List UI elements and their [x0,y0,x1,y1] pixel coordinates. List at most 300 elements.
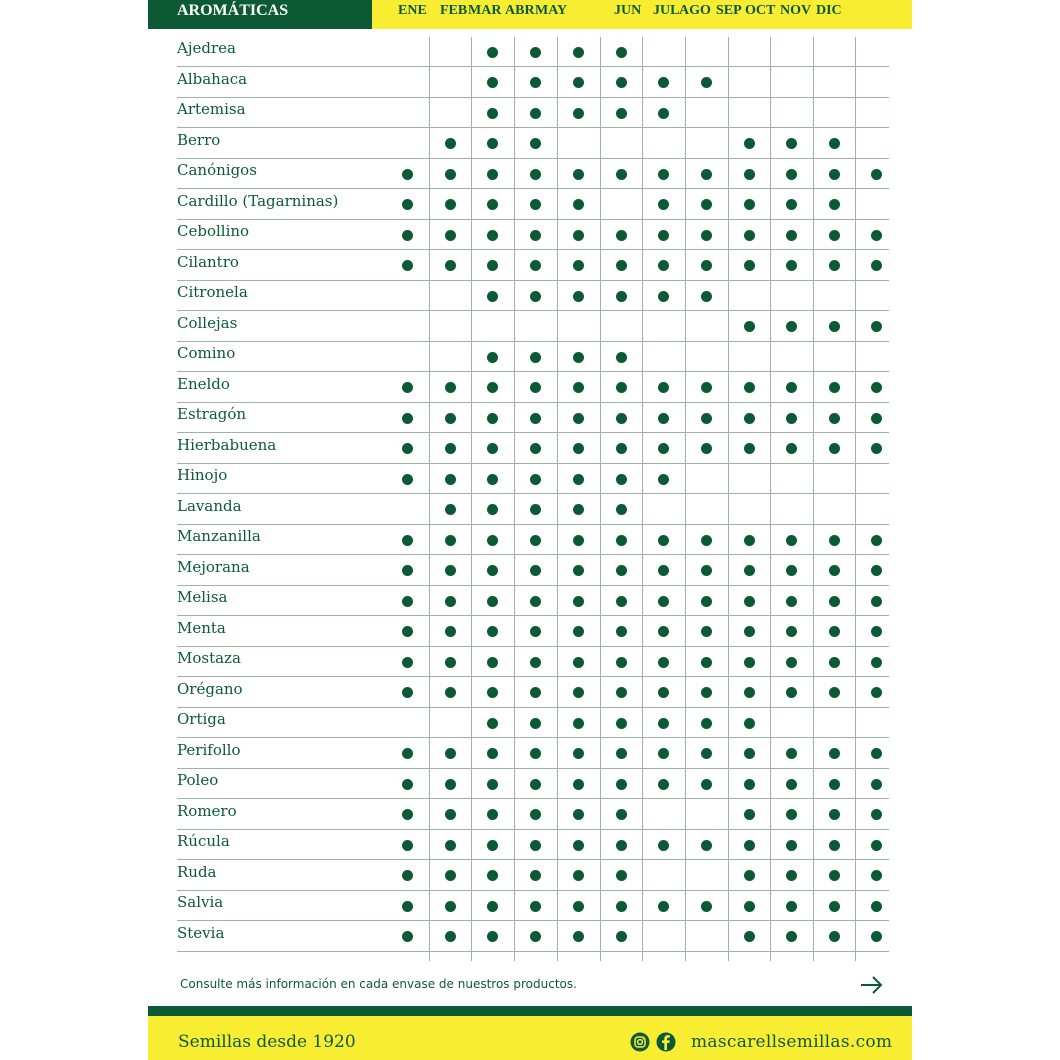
plant-name: Mejorana [177,557,250,576]
sowing-month-dot [829,260,840,271]
footer-divider [148,1006,912,1016]
sowing-month-dot [487,687,498,698]
sowing-month-dot [829,321,840,332]
plant-name: Eneldo [177,374,230,393]
sowing-month-dot [487,352,498,363]
plant-name: Collejas [177,313,238,332]
plant-name: Perifollo [177,740,241,759]
sowing-month-dot [701,626,712,637]
table-row [148,129,912,159]
sowing-month-dot [829,687,840,698]
sowing-month-dot [658,535,669,546]
table-row [148,281,912,311]
sowing-month-dot [871,870,882,881]
sowing-month-dot [829,535,840,546]
sowing-month-dot [445,931,456,942]
sowing-month-dot [829,748,840,759]
sowing-month-dot [744,169,755,180]
sowing-month-dot [744,901,755,912]
sowing-month-dot [744,443,755,454]
sowing-month-dot [616,352,627,363]
sowing-month-dot [744,535,755,546]
sowing-month-dot [786,809,797,820]
month-label: SEP [716,3,742,18]
sowing-month-dot [487,474,498,485]
sowing-month-dot [701,840,712,851]
table-row [148,190,912,220]
sowing-month-dot [658,199,669,210]
arrow-right-icon[interactable] [859,974,885,996]
sowing-month-dot [445,626,456,637]
sowing-month-dot [573,626,584,637]
table-row [148,464,912,494]
sowing-month-dot [573,443,584,454]
sowing-month-dot [530,474,541,485]
sowing-month-dot [701,657,712,668]
sowing-month-dot [786,596,797,607]
sowing-month-dot [701,748,712,759]
plant-name: Berro [177,130,221,149]
sowing-month-dot [573,870,584,881]
sowing-month-dot [402,535,413,546]
sowing-month-dot [487,840,498,851]
sowing-month-dot [445,687,456,698]
sowing-month-dot [871,840,882,851]
sowing-month-dot [829,809,840,820]
sowing-month-dot [871,260,882,271]
month-label: DIC [816,3,842,18]
sowing-month-dot [871,321,882,332]
sowing-month-dot [530,138,541,149]
sowing-month-dot [829,626,840,637]
sowing-month-dot [701,779,712,790]
sowing-month-dot [701,565,712,576]
sowing-month-dot [402,199,413,210]
sowing-month-dot [573,47,584,58]
table-row [148,891,912,921]
plant-name: Cardillo (Tagarninas) [177,191,339,210]
sowing-month-dot [530,657,541,668]
sowing-month-dot [744,657,755,668]
sowing-month-dot [701,535,712,546]
sowing-month-dot [487,504,498,515]
month-label: NOV [780,3,812,18]
sowing-month-dot [786,260,797,271]
sowing-month-dot [658,779,669,790]
sowing-month-dot [616,901,627,912]
table-row [148,251,912,281]
month-label: ENE [398,3,427,18]
sowing-month-dot [658,626,669,637]
sowing-month-dot [786,748,797,759]
sowing-month-dot [445,413,456,424]
table-row [148,861,912,891]
sowing-month-dot [786,565,797,576]
sowing-month-dot [530,382,541,393]
category-title: AROMÁTICAS [148,0,372,29]
sowing-month-dot [402,382,413,393]
sowing-month-dot [487,931,498,942]
sowing-month-dot [616,657,627,668]
calendar-grid [148,37,912,961]
sowing-month-dot [829,931,840,942]
plant-name: Citronela [177,283,248,301]
sowing-month-dot [616,108,627,119]
plant-name: Poleo [177,771,219,789]
sowing-month-dot [744,626,755,637]
sowing-month-dot [445,169,456,180]
sowing-month-dot [487,169,498,180]
table-row [148,434,912,464]
sowing-month-dot [573,504,584,515]
footer-band [148,1016,912,1060]
sowing-month-dot [871,169,882,180]
sowing-month-dot [701,291,712,302]
sowing-month-dot [616,687,627,698]
sowing-month-dot [487,291,498,302]
table-row [148,586,912,616]
sowing-month-dot [658,840,669,851]
month-label: JUN [614,3,642,18]
plant-name: Artemisa [177,100,246,118]
sowing-month-dot [530,931,541,942]
sowing-month-dot [487,443,498,454]
sowing-month-dot [786,779,797,790]
plant-name: Cebollino [177,222,250,240]
plant-name: Lavanda [177,496,242,515]
row-divider [177,951,889,952]
sowing-month-dot [701,443,712,454]
table-row [148,708,912,738]
sowing-month-dot [658,260,669,271]
sowing-month-dot [786,626,797,637]
sowing-month-dot [658,565,669,576]
sowing-month-dot [445,565,456,576]
sowing-month-dot [616,474,627,485]
sowing-month-dot [786,687,797,698]
sowing-month-dot [445,382,456,393]
sowing-month-dot [658,413,669,424]
sowing-month-dot [573,931,584,942]
sowing-month-dot [658,169,669,180]
sowing-month-dot [658,901,669,912]
sowing-month-dot [573,230,584,241]
sowing-month-dot [871,657,882,668]
sowing-month-dot [402,840,413,851]
sowing-month-dot [786,931,797,942]
sowing-month-dot [530,779,541,790]
sowing-month-dot [573,352,584,363]
sowing-month-dot [487,901,498,912]
sowing-month-dot [445,779,456,790]
sowing-month-dot [487,657,498,668]
sowing-month-dot [573,199,584,210]
sowing-month-dot [402,443,413,454]
sowing-month-dot [445,199,456,210]
sowing-month-dot [744,413,755,424]
sowing-month-dot [744,718,755,729]
sowing-month-dot [487,626,498,637]
sowing-month-dot [487,535,498,546]
sowing-month-dot [829,382,840,393]
sowing-month-dot [573,565,584,576]
sowing-month-dot [530,535,541,546]
sowing-calendar-page [148,0,912,1060]
sowing-month-dot [744,687,755,698]
sowing-month-dot [616,779,627,790]
plant-name: Mostaza [177,649,241,667]
sowing-month-dot [616,77,627,88]
plant-name: Salvia [177,893,224,911]
sowing-month-dot [402,565,413,576]
sowing-month-dot [530,169,541,180]
sowing-month-dot [530,199,541,210]
plant-name: Hierbabuena [177,435,277,454]
sowing-month-dot [701,77,712,88]
sowing-month-dot [445,230,456,241]
sowing-month-dot [658,474,669,485]
sowing-month-dot [658,596,669,607]
plant-name: Romero [177,801,237,820]
sowing-month-dot [744,779,755,790]
sowing-month-dot [701,260,712,271]
month-label: OCT [745,3,776,18]
table-row [148,739,912,769]
sowing-month-dot [530,108,541,119]
sowing-month-dot [744,382,755,393]
plant-name: Stevia [177,923,225,942]
month-label: MAR [468,3,502,18]
sowing-month-dot [445,474,456,485]
sowing-month-dot [487,596,498,607]
sowing-month-dot [658,443,669,454]
sowing-month-dot [530,748,541,759]
sowing-month-dot [871,809,882,820]
sowing-month-dot [530,504,541,515]
sowing-month-dot [487,77,498,88]
sowing-month-dot [573,840,584,851]
sowing-month-dot [616,413,627,424]
sowing-month-dot [445,901,456,912]
website-link[interactable]: mascarellsemillas.com [691,1032,893,1052]
sowing-month-dot [871,230,882,241]
plant-name: Ortiga [177,710,226,728]
sowing-month-dot [487,108,498,119]
plant-name: Rúcula [177,832,230,850]
sowing-month-dot [573,687,584,698]
sowing-month-dot [573,718,584,729]
sowing-month-dot [573,474,584,485]
sowing-month-dot [786,321,797,332]
sowing-month-dot [658,657,669,668]
sowing-month-dot [829,413,840,424]
sowing-month-dot [871,626,882,637]
header-band [148,0,912,29]
sowing-month-dot [445,748,456,759]
sowing-month-dot [786,443,797,454]
sowing-month-dot [744,260,755,271]
sowing-month-dot [530,291,541,302]
sowing-month-dot [616,504,627,515]
instagram-icon[interactable] [630,1032,650,1052]
sowing-month-dot [402,931,413,942]
table-row [148,800,912,830]
sowing-month-dot [786,382,797,393]
sowing-month-dot [744,596,755,607]
sowing-month-dot [530,47,541,58]
table-row [148,68,912,98]
sowing-month-dot [487,230,498,241]
sowing-month-dot [829,840,840,851]
sowing-month-dot [701,230,712,241]
sowing-month-dot [701,687,712,698]
sowing-month-dot [530,443,541,454]
sowing-month-dot [530,809,541,820]
sowing-month-dot [445,138,456,149]
plant-name: Estragón [177,405,247,423]
sowing-month-dot [871,931,882,942]
sowing-month-dot [402,260,413,271]
sowing-month-dot [402,809,413,820]
sowing-month-dot [701,718,712,729]
sowing-month-dot [616,260,627,271]
plant-name: Orégano [177,679,243,698]
sowing-month-dot [616,47,627,58]
sowing-month-dot [829,565,840,576]
table-row [148,220,912,250]
sowing-month-dot [658,77,669,88]
table-row [148,37,912,67]
sowing-month-dot [402,901,413,912]
sowing-month-dot [530,230,541,241]
month-label: ABR [505,3,535,18]
sowing-month-dot [871,596,882,607]
sowing-month-dot [573,596,584,607]
sowing-month-dot [871,748,882,759]
plant-name: Albahaca [177,69,248,88]
month-label: FEB [440,3,468,18]
table-row [148,373,912,403]
sowing-month-dot [658,230,669,241]
sowing-month-dot [573,748,584,759]
sowing-month-dot [658,718,669,729]
sowing-month-dot [616,291,627,302]
sowing-month-dot [616,230,627,241]
sowing-month-dot [616,626,627,637]
sowing-month-dot [530,840,541,851]
sowing-month-dot [829,169,840,180]
table-row [148,312,912,342]
sowing-month-dot [871,565,882,576]
table-row [148,495,912,525]
footer-note: Consulte más información en cada envase de nuestros productos. [180,977,577,991]
sowing-month-dot [487,413,498,424]
sowing-month-dot [786,535,797,546]
sowing-month-dot [530,260,541,271]
table-row [148,98,912,128]
month-label: AGO [679,3,711,18]
table-row [148,617,912,647]
sowing-month-dot [530,413,541,424]
sowing-month-dot [701,901,712,912]
table-row [148,678,912,708]
sowing-month-dot [658,687,669,698]
sowing-month-dot [573,535,584,546]
sowing-month-dot [573,169,584,180]
sowing-month-dot [744,138,755,149]
table-row [148,525,912,555]
sowing-month-dot [616,169,627,180]
sowing-month-dot [744,748,755,759]
sowing-month-dot [616,565,627,576]
sowing-month-dot [744,230,755,241]
sowing-month-dot [744,931,755,942]
sowing-month-dot [402,474,413,485]
sowing-month-dot [744,565,755,576]
sowing-month-dot [658,382,669,393]
sowing-month-dot [530,718,541,729]
sowing-month-dot [402,779,413,790]
sowing-month-dot [573,108,584,119]
sowing-month-dot [487,870,498,881]
sowing-month-dot [616,931,627,942]
sowing-month-dot [487,260,498,271]
facebook-icon[interactable] [656,1032,676,1052]
sowing-month-dot [530,687,541,698]
sowing-month-dot [616,840,627,851]
sowing-month-dot [786,901,797,912]
table-row [148,647,912,677]
sowing-month-dot [744,840,755,851]
sowing-month-dot [658,748,669,759]
table-row [148,830,912,860]
sowing-month-dot [487,809,498,820]
sowing-month-dot [573,291,584,302]
plant-name: Hinojo [177,466,228,484]
sowing-month-dot [445,809,456,820]
sowing-month-dot [829,138,840,149]
plant-name: Manzanilla [177,527,261,545]
table-row [148,342,912,372]
sowing-month-dot [402,169,413,180]
table-row [148,556,912,586]
sowing-month-dot [402,870,413,881]
sowing-month-dot [786,657,797,668]
sowing-month-dot [487,47,498,58]
sowing-month-dot [871,535,882,546]
table-row [148,403,912,433]
sowing-month-dot [701,169,712,180]
sowing-month-dot [530,901,541,912]
sowing-month-dot [786,230,797,241]
sowing-month-dot [402,413,413,424]
sowing-month-dot [402,230,413,241]
sowing-month-dot [487,779,498,790]
sowing-month-dot [829,199,840,210]
sowing-month-dot [530,596,541,607]
sowing-month-dot [616,535,627,546]
sowing-month-dot [573,901,584,912]
sowing-month-dot [829,657,840,668]
sowing-month-dot [616,718,627,729]
plant-name: Canónigos [177,161,257,179]
sowing-month-dot [616,596,627,607]
sowing-month-dot [530,352,541,363]
sowing-month-dot [402,687,413,698]
sowing-month-dot [786,138,797,149]
sowing-month-dot [786,413,797,424]
sowing-month-dot [573,779,584,790]
